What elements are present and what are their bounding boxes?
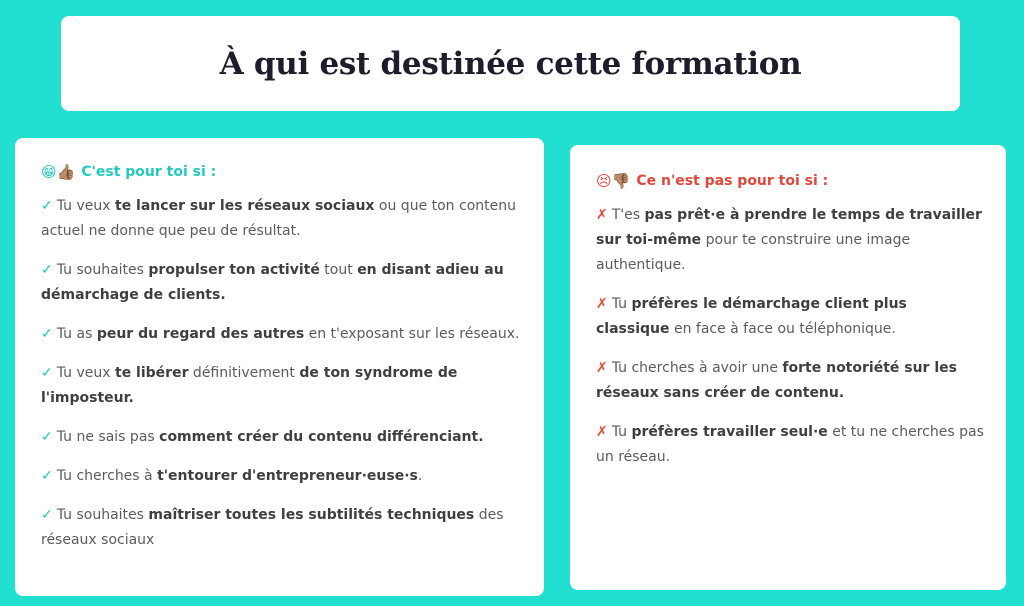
for-you-item (41, 361, 520, 411)
not-for-you-item (596, 292, 984, 342)
for-you-item (41, 258, 520, 308)
emphasis-text: propulser ton activité (148, 262, 320, 278)
body-text: des réseaux sociaux (41, 507, 504, 548)
body-text: Tu souhaites (56, 262, 149, 278)
check-icon: ✓ (41, 198, 53, 214)
emphasis-text: en disant adieu au démarchage de clients. (41, 262, 504, 303)
for-you-item (41, 194, 520, 244)
body-text: et tu ne cherches pas un réseau. (596, 424, 984, 465)
check-icon: ✓ (41, 507, 53, 523)
emphasis-text: préfères le démarchage client plus classique (596, 296, 907, 337)
body-text: définitivement (188, 365, 300, 381)
body-text: Tu cherches à avoir une (611, 360, 783, 376)
not-for-you-item (596, 420, 984, 470)
cross-icon: ✗ (596, 207, 608, 223)
not-for-you-item (596, 203, 984, 278)
check-icon: ✓ (41, 429, 53, 445)
emphasis-text: te lancer sur les réseaux sociaux (115, 198, 375, 214)
body-text: Tu veux (56, 198, 115, 214)
for-you-card (15, 138, 544, 596)
not-for-you-card (570, 145, 1006, 590)
not-for-you-heading (596, 173, 984, 189)
emphasis-text: préfères travailler seul·e (631, 424, 828, 440)
body-text: Tu (611, 296, 632, 312)
body-text: en face à face ou téléphonique. (669, 321, 896, 337)
for-you-list (41, 194, 520, 553)
cross-icon: ✗ (596, 424, 608, 440)
not-for-you-list (596, 203, 984, 470)
grin-thumbs-up-icon: 😁👍🏽 (41, 162, 76, 181)
body-text: Tu souhaites (56, 507, 149, 523)
check-icon: ✓ (41, 365, 53, 381)
emphasis-text: t'entourer d'entrepreneur·euse·s (157, 468, 418, 484)
body-text: Tu as (56, 326, 97, 342)
check-icon: ✓ (41, 262, 53, 278)
for-you-item (41, 464, 520, 489)
for-you-heading (41, 164, 520, 180)
emphasis-text: pas prêt·e à prendre le temps de travailler sur toi-même (596, 207, 982, 248)
body-text: pour te construire une image authentique. (596, 232, 911, 273)
for-you-heading-label: C'est pour toi si : (81, 164, 217, 180)
body-text: Tu veux (56, 365, 115, 381)
body-text: ou que ton contenu actuel ne donne que peu de résultat. (41, 198, 516, 239)
body-text: T'es (611, 207, 645, 223)
body-text: en t'exposant sur les réseaux. (304, 326, 520, 342)
for-you-item (41, 503, 520, 553)
body-text: Tu cherches à (56, 468, 158, 484)
title-card (61, 16, 960, 111)
body-text: Tu ne sais pas (56, 429, 160, 445)
emphasis-text: peur du regard des autres (96, 326, 305, 342)
emphasis-text: forte notoriété sur les réseaux sans créer de contenu. (596, 360, 957, 401)
emphasis-text: te libérer (115, 365, 189, 381)
check-icon: ✓ (41, 326, 53, 342)
not-for-you-item (596, 356, 984, 406)
cross-icon: ✗ (596, 296, 608, 312)
body-text: Tu (611, 424, 632, 440)
not-for-you-heading-label: Ce n'est pas pour toi si : (636, 173, 829, 189)
page-title: À qui est destinée cette formation (219, 45, 802, 82)
emphasis-text: comment créer du contenu différenciant. (159, 429, 484, 445)
body-text: tout (319, 262, 358, 278)
for-you-item (41, 322, 520, 347)
persevering-thumbs-down-icon: 😣👎🏽 (596, 171, 631, 190)
body-text: . (417, 468, 423, 484)
check-icon: ✓ (41, 468, 53, 484)
emphasis-text: maîtriser toutes les subtilités techniques (148, 507, 475, 523)
emphasis-text: de ton syndrome de l'imposteur. (41, 365, 458, 406)
cross-icon: ✗ (596, 360, 608, 376)
for-you-item (41, 425, 520, 450)
